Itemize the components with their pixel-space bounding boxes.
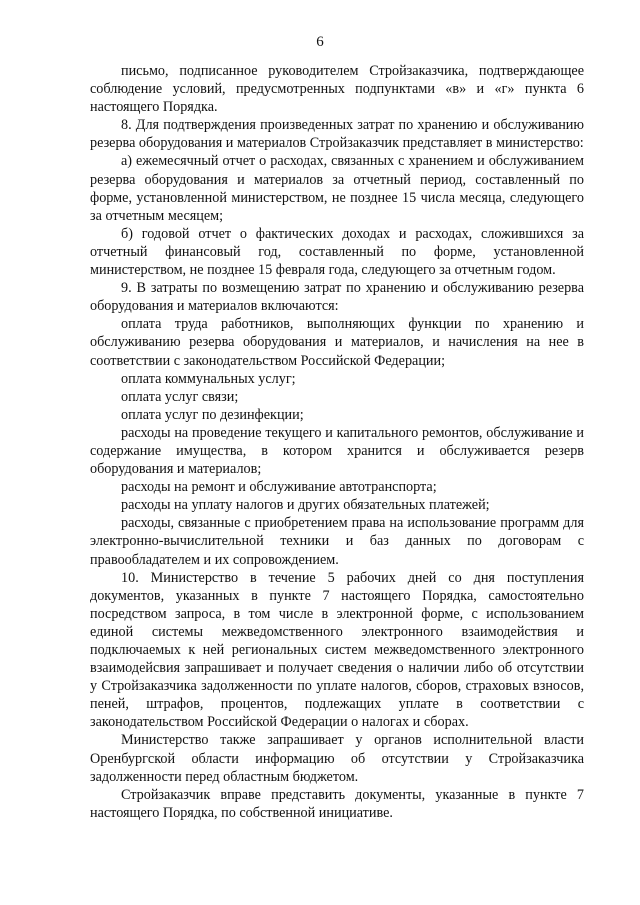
- paragraph: расходы на проведение текущего и капитального ремонтов, обслуживание и содержание имущества, в котором хранится и обслуживается резерв оборудования и материалов;: [90, 424, 584, 478]
- paragraph: оплата услуг по дезинфекции;: [121, 406, 304, 423]
- paragraph: 10. Министерство в течение 5 рабочих дней со дня поступления документов, указанных в пункте 7 настоящего Порядка, самостоятельно посредством запроса, в том числе в электронной форме, с использованием единой системы межведомственного электронного взаимодействия и подключаемых к ней региональных систем межведомственного электронного взаимодейсвия запрашивает и получает сведения о наличии либо об отсутствии у Стройзаказчика задолженности по уплате налогов, сборов, страховых взносов, пеней, штрафов, процентов, подлежащих уплате в соответствии с законодательством Российской Федерации о налогах и сборах.: [90, 569, 584, 731]
- page-number: 6: [316, 34, 324, 50]
- paragraph: Стройзаказчик вправе представить документы, указанные в пункте 7 настоящего Порядка, по собственной инициативе.: [90, 786, 584, 821]
- paragraph: а) ежемесячный отчет о расходах, связанных с хранением и обслуживанием резерва оборудования и материалов за отчетный период, составленный по форме, установленной министерством, не позднее 15 числа месяца, следующего за отчетным месяцем;: [90, 153, 584, 224]
- paragraph: б) годовой отчет о фактических доходах и расходах, сложившихся за отчетный финансовый год, составленный по форме, установленной министерством, не позднее 15 февраля года, следующего за отчетным годом.: [90, 225, 584, 279]
- paragraph: оплата труда работников, выполняющих функции по хранению и обслуживанию резерва оборудования и материалов, и начисления на нее в соответствии с законодательством Российской Федерации;: [90, 316, 584, 369]
- paragraph: расходы на ремонт и обслуживание автотранспорта;: [121, 479, 437, 496]
- paragraph: письмо, подписанное руководителем Стройзаказчика, подтверждающее соблюдение условий, предусмотренных подпунктами «в» и «г» пункта 6 настоящего Порядка.: [90, 63, 584, 116]
- paragraph: 8. Для подтверждения произведенных затрат по хранению и обслуживанию резерва оборудования и материалов Стройзаказчик представляет в министерство:: [90, 117, 584, 152]
- paragraph: расходы на уплату налогов и других обязательных платежей;: [121, 497, 490, 514]
- paragraph: оплата коммунальных услуг;: [121, 370, 296, 387]
- paragraph: расходы, связанные с приобретением права на использование программ для электронно-вычислительной техники и баз данных по договорам с правообладателем и их сопровождением.: [90, 515, 584, 568]
- paragraph: Министерство также запрашивает у органов исполнительной власти Оренбургской области информацию об отсутствии у Стройзаказчика задолженности перед областным бюджетом.: [90, 732, 584, 785]
- paragraph: оплата услуг связи;: [121, 388, 239, 405]
- paragraph: 9. В затраты по возмещению затрат по хранению и обслуживанию резерва оборудования и материалов включаются:: [90, 280, 584, 315]
- document-body: [90, 62, 584, 822]
